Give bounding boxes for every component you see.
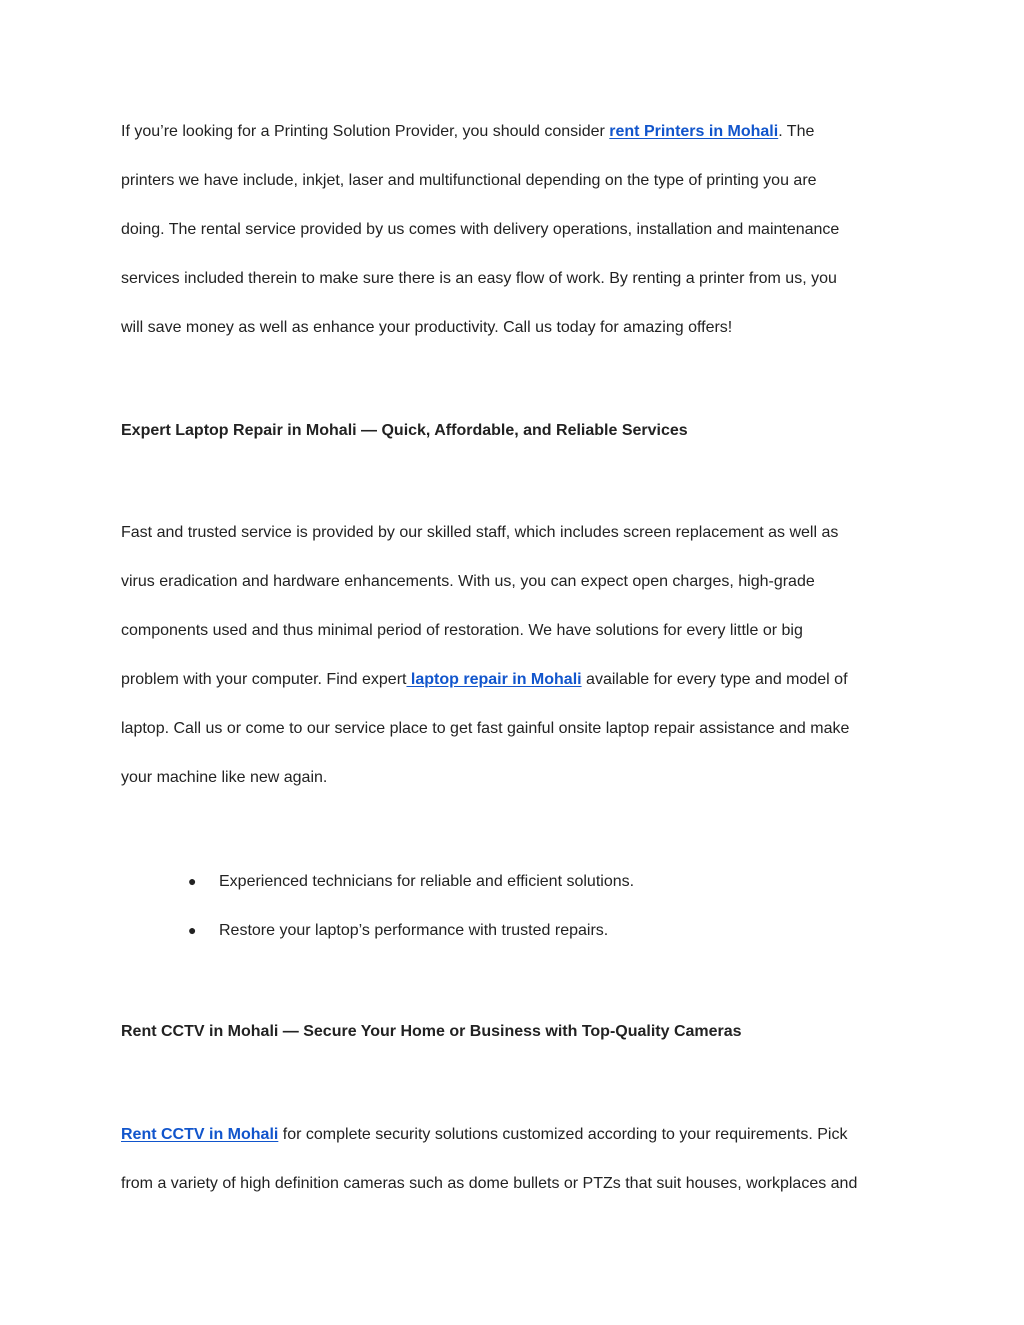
rent-printers-link[interactable]: rent Printers in Mohali: [609, 123, 779, 140]
paragraph-1-line-4: services included therein to make sure there is an easy flow of work. By renting a printer from us, you: [121, 270, 837, 287]
paragraph-2-line-5: laptop. Call us or come to our service place to get fast gainful onsite laptop repair assistance and make: [121, 720, 850, 737]
text-span: . The: [778, 123, 815, 140]
bullet-icon: ●: [188, 873, 197, 889]
text-span: for complete security solutions customized according to your requirements. Pick: [278, 1126, 848, 1143]
list-item: [188, 871, 634, 892]
bullet-icon: ●: [188, 922, 197, 938]
paragraph-3-line-2: from a variety of high definition cameras such as dome bullets or PTZs that suit houses, workplaces and: [121, 1175, 858, 1192]
paragraph-3-line-1: [121, 1125, 847, 1145]
heading-laptop-repair: Expert Laptop Repair in Mohali — Quick, Affordable, and Reliable Services: [121, 422, 688, 439]
text-span: available for every type and model of: [581, 671, 848, 688]
paragraph-2-line-3: components used and thus minimal period of restoration. We have solutions for every little or big: [121, 622, 803, 639]
list-item-text: Restore your laptop’s performance with trusted repairs.: [219, 922, 609, 939]
paragraph-1-line-3: doing. The rental service provided by us comes with delivery operations, installation and maintenance: [121, 221, 840, 238]
paragraph-2-line-4: [121, 670, 848, 690]
paragraph-2-line-2: virus eradication and hardware enhancements. With us, you can expect open charges, high-grade: [121, 573, 815, 590]
paragraph-1-line-2: printers we have include, inkjet, laser and multifunctional depending on the type of printing you are: [121, 172, 817, 189]
heading-rent-cctv: Rent CCTV in Mohali — Secure Your Home or Business with Top-Quality Cameras: [121, 1023, 742, 1040]
list-item: [188, 920, 608, 941]
text-span: problem with your computer. Find expert: [121, 671, 407, 688]
paragraph-2-line-1: Fast and trusted service is provided by our skilled staff, which includes screen replacement as well as: [121, 524, 839, 541]
laptop-repair-link[interactable]: laptop repair in Mohali: [406, 671, 582, 688]
text-span: If you’re looking for a Printing Solution Provider, you should consider: [121, 123, 610, 140]
rent-cctv-link[interactable]: Rent CCTV in Mohali: [121, 1126, 279, 1143]
list-item-text: Experienced technicians for reliable and efficient solutions.: [219, 873, 635, 890]
paragraph-2-line-6: your machine like new again.: [121, 769, 328, 786]
paragraph-1-line-1: [121, 122, 814, 142]
paragraph-1-line-5: will save money as well as enhance your productivity. Call us today for amazing offers!: [121, 319, 733, 336]
